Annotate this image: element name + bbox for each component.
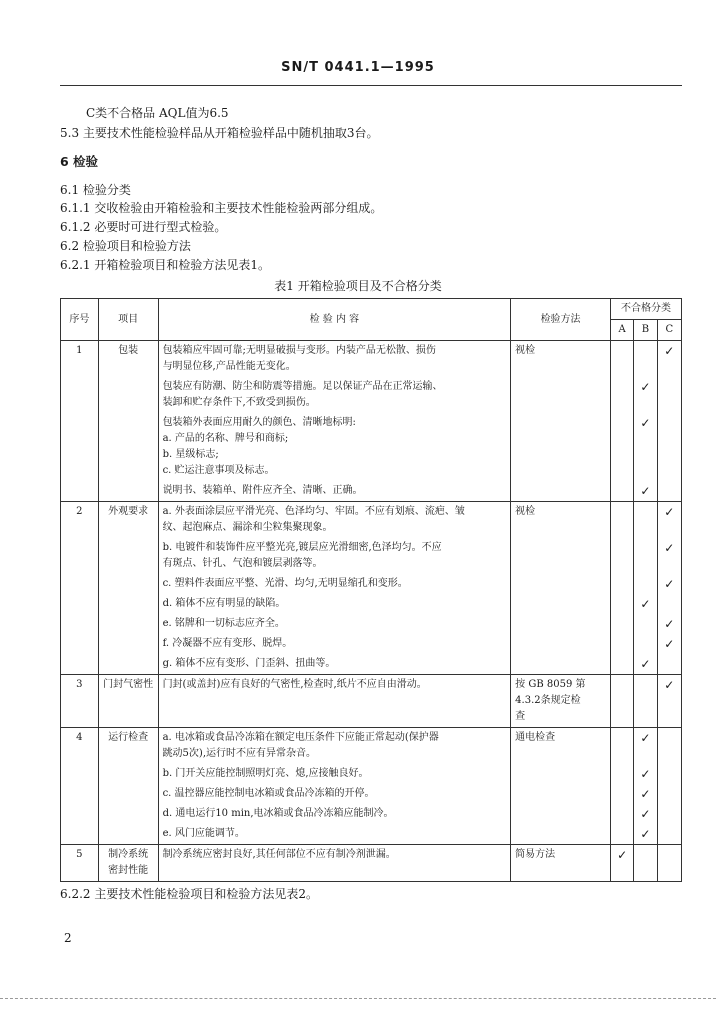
- content-line: 制冷系统应密封良好,其任何部位不应有制冷剂泄漏。: [162, 849, 396, 860]
- content-line: c. 贮运注意事项及标志。: [162, 465, 275, 476]
- row-number: 5: [61, 845, 99, 882]
- content-line: b. 门开关应能控制照明灯亮、熄,应接触良好。: [162, 768, 369, 779]
- content-block: [163, 822, 507, 842]
- clause-6-2: 6.2 检验项目和检验方法: [60, 239, 191, 253]
- check-mark-icon: ✓: [640, 416, 651, 430]
- class-a-cell: [610, 675, 633, 728]
- check-mark-icon: ✓: [640, 597, 651, 611]
- clause-6-2-2: 6.2.2 主要技术性能检验项目和检验方法见表2。: [60, 887, 318, 901]
- class-a-cell: [610, 845, 633, 882]
- class-c-cell: [657, 502, 681, 675]
- method-line: 查: [515, 711, 526, 722]
- content-block: [163, 847, 507, 863]
- content-line: 门封(或盖封)应有良好的气密性,检查时,纸片不应自由滑动。: [162, 679, 427, 690]
- clause-6-1: 6.1 检验分类: [60, 183, 131, 197]
- section-6-heading: 6 检验: [60, 154, 99, 169]
- content-block: [163, 762, 507, 782]
- header-class-c: C: [657, 320, 681, 341]
- content-block: [163, 802, 507, 822]
- check-mark-icon: ✓: [640, 484, 651, 498]
- standard-number: SN/T 0441.1—1995: [281, 60, 435, 75]
- clause-6-1-1: 6.1.1 交收检验由开箱检验和主要技术性能检验两部分组成。: [60, 201, 383, 215]
- content-block: [163, 612, 507, 632]
- row-content: [158, 675, 511, 728]
- header-no: 序号: [61, 299, 99, 341]
- clause-5-3: 5.3 主要技术性能检验样品从开箱检验样品中随机抽取3台。: [60, 126, 379, 140]
- inspection-table: [60, 298, 682, 882]
- content-line: d. 通电运行10 min,电冰箱或食品冷冻箱应能制冷。: [162, 808, 394, 819]
- check-mark-icon: ✓: [664, 637, 675, 651]
- row-content: [158, 341, 511, 502]
- table-body: [61, 341, 682, 882]
- check-mark-icon: ✓: [640, 827, 651, 841]
- row-item: 门封气密性: [98, 675, 158, 728]
- header-rule: [60, 85, 682, 86]
- content-line: d. 箱体不应有明显的缺陷。: [162, 598, 286, 609]
- method-line: 4.3.2条规定检: [515, 695, 581, 706]
- content-block: [163, 572, 507, 592]
- header-content: 检 验 内 容: [158, 299, 511, 341]
- clause-6-1-2: 6.1.2 必要时可进行型式检验。: [60, 220, 227, 234]
- row-method: 通电检查: [511, 728, 611, 845]
- check-mark-icon: ✓: [640, 767, 651, 781]
- class-c-cell: [657, 341, 681, 502]
- content-line: 与明显位移,产品性能无变化。: [162, 361, 296, 372]
- check-mark-icon: ✓: [617, 848, 628, 862]
- class-b-cell: [634, 341, 657, 502]
- content-line: 包装应有防潮、防尘和防震等措施。足以保证产品在正常运输、: [162, 381, 443, 392]
- row-method: 视检: [511, 341, 611, 502]
- row-number: 2: [61, 502, 99, 675]
- row-item: 包装: [98, 341, 158, 502]
- check-mark-icon: ✓: [640, 657, 651, 671]
- check-mark-icon: ✓: [640, 380, 651, 394]
- content-block: [163, 375, 507, 411]
- content-line: 跳动5次),运行时不应有异常杂音。: [162, 748, 317, 759]
- content-line: a. 电冰箱或食品冷冻箱在额定电压条件下应能正常起动(保护器: [162, 732, 439, 743]
- item-line: 制冷系统: [108, 849, 149, 860]
- content-line: a. 外表面涂层应平滑光亮、色泽均匀、牢固。不应有划痕、流疤、皱: [162, 506, 465, 517]
- content-line: a. 产品的名称、牌号和商标;: [162, 433, 289, 444]
- class-b-cell: [634, 728, 657, 845]
- header-item: 项目: [98, 299, 158, 341]
- content-line: c. 温控器应能控制电冰箱或食品冷冻箱的开停。: [162, 788, 375, 799]
- class-b-cell: [634, 502, 657, 675]
- table-row: [61, 675, 682, 728]
- row-content: [158, 845, 511, 882]
- table-row: [61, 502, 682, 675]
- row-method: 视检: [511, 502, 611, 675]
- content-line: f. 冷凝器不应有变形、脱焊。: [162, 638, 293, 649]
- content-block: [163, 592, 507, 612]
- content-line: 装卸和贮存条件下,不致受到损伤。: [162, 397, 316, 408]
- check-mark-icon: ✓: [640, 787, 651, 801]
- row-content: [158, 502, 511, 675]
- check-mark-icon: ✓: [664, 617, 675, 631]
- row-method: [511, 675, 611, 728]
- row-item: [98, 845, 158, 882]
- content-line: 包装箱外表面应用耐久的颜色、清晰地标明:: [162, 417, 356, 428]
- check-mark-icon: ✓: [664, 541, 675, 555]
- check-mark-icon: ✓: [664, 505, 675, 519]
- class-b-cell: [634, 845, 657, 882]
- clause-6-2-1: 6.2.1 开箱检验项目和检验方法见表1。: [60, 258, 270, 272]
- content-block: [163, 504, 507, 536]
- content-line: 纹、起泡麻点、漏涂和尘粒集聚现象。: [162, 522, 333, 533]
- content-block: [163, 730, 507, 762]
- content-line: b. 电镀件和装饰件应平整光亮,镀层应光滑细密,色泽均匀。不应: [162, 542, 442, 553]
- content-block: [163, 343, 507, 375]
- header-class-b: B: [634, 320, 657, 341]
- c-class-aql: C类不合格品 AQL值为6.5: [86, 106, 229, 120]
- table-row: [61, 845, 682, 882]
- check-mark-icon: ✓: [664, 577, 675, 591]
- content-line: g. 箱体不应有变形、门歪斜、扭曲等。: [162, 658, 336, 669]
- header-method: 检验方法: [511, 299, 611, 341]
- content-line: 有斑点、针孔、气泡和镀层剥落等。: [162, 558, 323, 569]
- row-content: [158, 728, 511, 845]
- content-block: [163, 411, 507, 479]
- class-c-cell: [657, 728, 681, 845]
- check-mark-icon: ✓: [664, 678, 675, 692]
- content-block: [163, 677, 507, 693]
- bottom-rule: [0, 998, 716, 999]
- row-item: 外观要求: [98, 502, 158, 675]
- table-title: 表1 开箱检验项目及不合格分类: [274, 279, 442, 293]
- content-block: [163, 652, 507, 672]
- content-block: [163, 479, 507, 499]
- content-line: c. 塑料件表面应平整、光滑、均匀,无明显缩孔和变形。: [162, 578, 408, 589]
- class-c-cell: [657, 845, 681, 882]
- content-block: [163, 782, 507, 802]
- class-b-cell: [634, 675, 657, 728]
- check-mark-icon: ✓: [640, 807, 651, 821]
- method-line: 按 GB 8059 第: [515, 679, 586, 690]
- header-class-a: A: [610, 320, 633, 341]
- content-block: [163, 632, 507, 652]
- table-row: [61, 341, 682, 502]
- row-number: 1: [61, 341, 99, 502]
- header-nonconformity: 不合格分类: [610, 299, 681, 320]
- content-line: e. 铭牌和一切标志应齐全。: [162, 618, 285, 629]
- content-line: e. 风门应能调节。: [162, 828, 245, 839]
- class-a-cell: [610, 502, 633, 675]
- class-a-cell: [610, 728, 633, 845]
- row-number: 3: [61, 675, 99, 728]
- class-a-cell: [610, 341, 633, 502]
- check-mark-icon: ✓: [640, 731, 651, 745]
- row-number: 4: [61, 728, 99, 845]
- content-line: 说明书、装箱单、附件应齐全、清晰、正确。: [162, 485, 363, 496]
- check-mark-icon: ✓: [664, 344, 675, 358]
- page-number: 2: [64, 931, 72, 945]
- table-row: [61, 728, 682, 845]
- content-block: [163, 536, 507, 572]
- class-c-cell: [657, 675, 681, 728]
- row-item: 运行检查: [98, 728, 158, 845]
- content-line: b. 星级标志;: [162, 449, 219, 460]
- row-method: 简易方法: [511, 845, 611, 882]
- content-line: 包装箱应牢固可靠;无明显破损与变形。内装产品无松散、损伤: [162, 345, 436, 356]
- item-line: 密封性能: [108, 865, 149, 876]
